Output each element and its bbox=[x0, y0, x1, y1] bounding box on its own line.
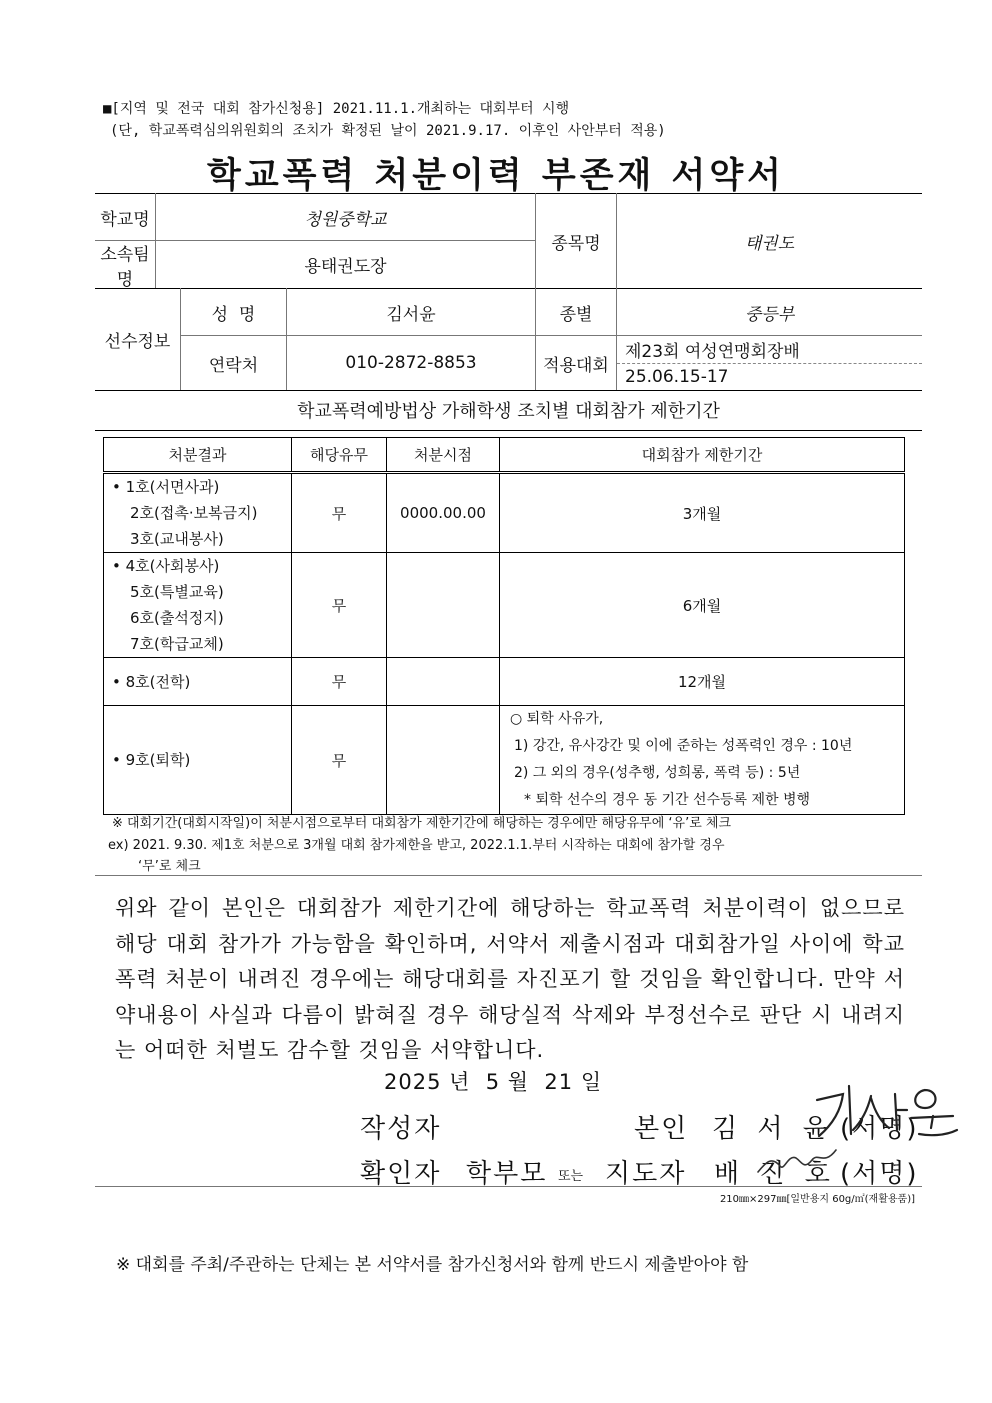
period-cell: 3개월 bbox=[500, 473, 905, 553]
limits-heading: 학교폭력예방법상 가해학생 조치별 대회참가 제한기간 bbox=[297, 401, 720, 422]
disposition-cell bbox=[104, 473, 292, 553]
info-bottom-border bbox=[95, 390, 922, 391]
note-line-2: ex) 2021. 9.30. 제1호 처분으로 3개월 대회 참가제한을 받고, 2022.1.1.부터 시작하는 대회에 참가할 경우 bbox=[108, 838, 725, 853]
competition-label: 적용대회 bbox=[543, 355, 609, 376]
self-name: 김 서 윤 bbox=[712, 1114, 834, 1144]
disposition-cell bbox=[104, 553, 292, 658]
date-cell bbox=[387, 706, 500, 815]
notice-line-2: (단, 학교폭력심의위원회의 조치가 확정된 날이 2021.9.17. 이후인 사안부터 적용) bbox=[110, 123, 666, 139]
period-detail-cell bbox=[500, 706, 905, 815]
limits-table bbox=[103, 437, 905, 815]
coach-name: 배 진 호 bbox=[714, 1159, 836, 1189]
detail-line: ○ 퇴학 사유가, bbox=[510, 711, 604, 727]
paper-spec: 210㎜×297㎜[일반용지 60g/㎡(재활용품)] bbox=[719, 1194, 915, 1205]
period-cell: 6개월 bbox=[500, 553, 905, 658]
coach-label: 지도자 bbox=[605, 1159, 687, 1189]
col-header: 대회참가 제한기간 bbox=[500, 438, 905, 473]
team-value: 용태권도장 bbox=[304, 257, 387, 277]
confirm-label: 확인자 bbox=[360, 1159, 442, 1189]
self-sign-mark: (서명) bbox=[840, 1114, 919, 1144]
or-label: 또는 bbox=[558, 1169, 584, 1184]
disposition-cell bbox=[104, 658, 292, 706]
limits-heading-border bbox=[95, 430, 922, 431]
disposition-item: • 4호(사회봉사) bbox=[112, 557, 220, 575]
document-title: 학교폭력 처분이력 부존재 서약서 bbox=[207, 156, 785, 196]
table-row bbox=[104, 473, 905, 553]
school-label: 학교명 bbox=[100, 209, 150, 230]
contact-value: 010-2872-8853 bbox=[345, 353, 477, 373]
date-cell bbox=[387, 553, 500, 658]
notes-bottom-border bbox=[95, 875, 922, 876]
disposition-item: 5호(특별교육) bbox=[130, 583, 224, 601]
disposition-item: 6호(출석정지) bbox=[130, 609, 224, 627]
handwritten-signature-athlete bbox=[805, 1078, 970, 1148]
disposition-item: 7호(학급교체) bbox=[130, 635, 224, 653]
disposition-item: 3호(교내봉사) bbox=[130, 530, 224, 548]
competition-date: 25.06.15-17 bbox=[625, 367, 729, 387]
parent-label: 학부모 bbox=[466, 1159, 548, 1189]
footer-note: ※ 대회를 주최/주관하는 단체는 본 서약서를 참가신청서와 함께 반드시 제출받아야 함 bbox=[116, 1255, 749, 1275]
applies-cell: 무 bbox=[292, 473, 387, 553]
contact-label: 연락처 bbox=[208, 355, 259, 376]
disposition-item: • 9호(퇴학) bbox=[112, 751, 191, 769]
team-label: 소속팀명 bbox=[100, 244, 150, 290]
event-label: 종목명 bbox=[551, 233, 601, 254]
note-line-1: ※ 대회기간(대회시작일)이 처분시점으로부터 대회참가 제한기간에 해당하는 경우에만 해당유무에 ‘유’로 체크 bbox=[112, 816, 732, 831]
disposition-cell bbox=[104, 706, 292, 815]
limits-header-row bbox=[104, 438, 905, 473]
col-header: 처분결과 bbox=[104, 438, 292, 473]
pledge-date: 2025 년 5 월 21 일 bbox=[384, 1070, 603, 1094]
disposition-item: • 1호(서면사과) bbox=[112, 478, 220, 496]
category-label: 종별 bbox=[559, 304, 593, 325]
applies-cell: 무 bbox=[292, 658, 387, 706]
name-value: 김서윤 bbox=[386, 304, 436, 325]
event-value: 태권도 bbox=[744, 233, 795, 254]
self-label: 본인 bbox=[634, 1114, 689, 1144]
table-row bbox=[104, 658, 905, 706]
applies-cell: 무 bbox=[292, 553, 387, 658]
table-row bbox=[104, 706, 905, 815]
name-label: 성 명 bbox=[211, 304, 256, 325]
period-cell: 12개월 bbox=[500, 658, 905, 706]
author-label: 작성자 bbox=[360, 1114, 442, 1144]
disposition-item: • 8호(전학) bbox=[112, 672, 191, 691]
category-value: 중등부 bbox=[744, 304, 795, 325]
competition-name: 제23회 여성연맹회장배 bbox=[625, 342, 800, 362]
handwritten-signature-coach bbox=[752, 1142, 842, 1182]
detail-line: * 퇴학 선수의 경우 동 기간 선수등록 제한 병행 bbox=[524, 792, 811, 808]
detail-line: 1) 강간, 유사강간 및 이에 준하는 성폭력인 경우 : 10년 bbox=[514, 738, 853, 754]
notice-line-1: ■[지역 및 전국 대회 참가신청용] 2021.11.1.개최하는 대회부터 시행 bbox=[103, 101, 570, 117]
detail-line: 2) 그 외의 경우(성추행, 성희롱, 폭력 등) : 5년 bbox=[514, 765, 801, 781]
col-header: 해당유무 bbox=[292, 438, 387, 473]
note-line-3: ‘무’로 체크 bbox=[138, 859, 201, 874]
athlete-info-label: 선수정보 bbox=[104, 332, 171, 352]
applies-cell: 무 bbox=[292, 706, 387, 815]
date-cell bbox=[387, 658, 500, 706]
coach-sign-mark: (서명) bbox=[840, 1159, 919, 1189]
pledge-text: 위와 같이 본인은 대회참가 제한기간에 해당하는 학교폭력 처분이력이 없으므로 해당 대회 참가가 가능함을 확인하며, 서약서 제출시점과 대회참가일 사이에 학교폭력 처분이 내려진 경우에는 해당대회를 자진포기 할 것임을 확인합니다. 만약 서약내용이 사실과 다름이 밝혀질 경우 해당실적 삭제와 부정선수로 판단 시 내려지는 어떠한 처벌도 감수할 것임을 서약합니다. bbox=[115, 896, 905, 1062]
date-cell: 0000.00.00 bbox=[387, 473, 500, 553]
col-header: 처분시점 bbox=[387, 438, 500, 473]
signature-bottom-border bbox=[95, 1186, 922, 1187]
table-row bbox=[104, 553, 905, 658]
disposition-item: 2호(접촉·보복금지) bbox=[130, 504, 258, 522]
school-value: 청원중학교 bbox=[304, 209, 387, 230]
